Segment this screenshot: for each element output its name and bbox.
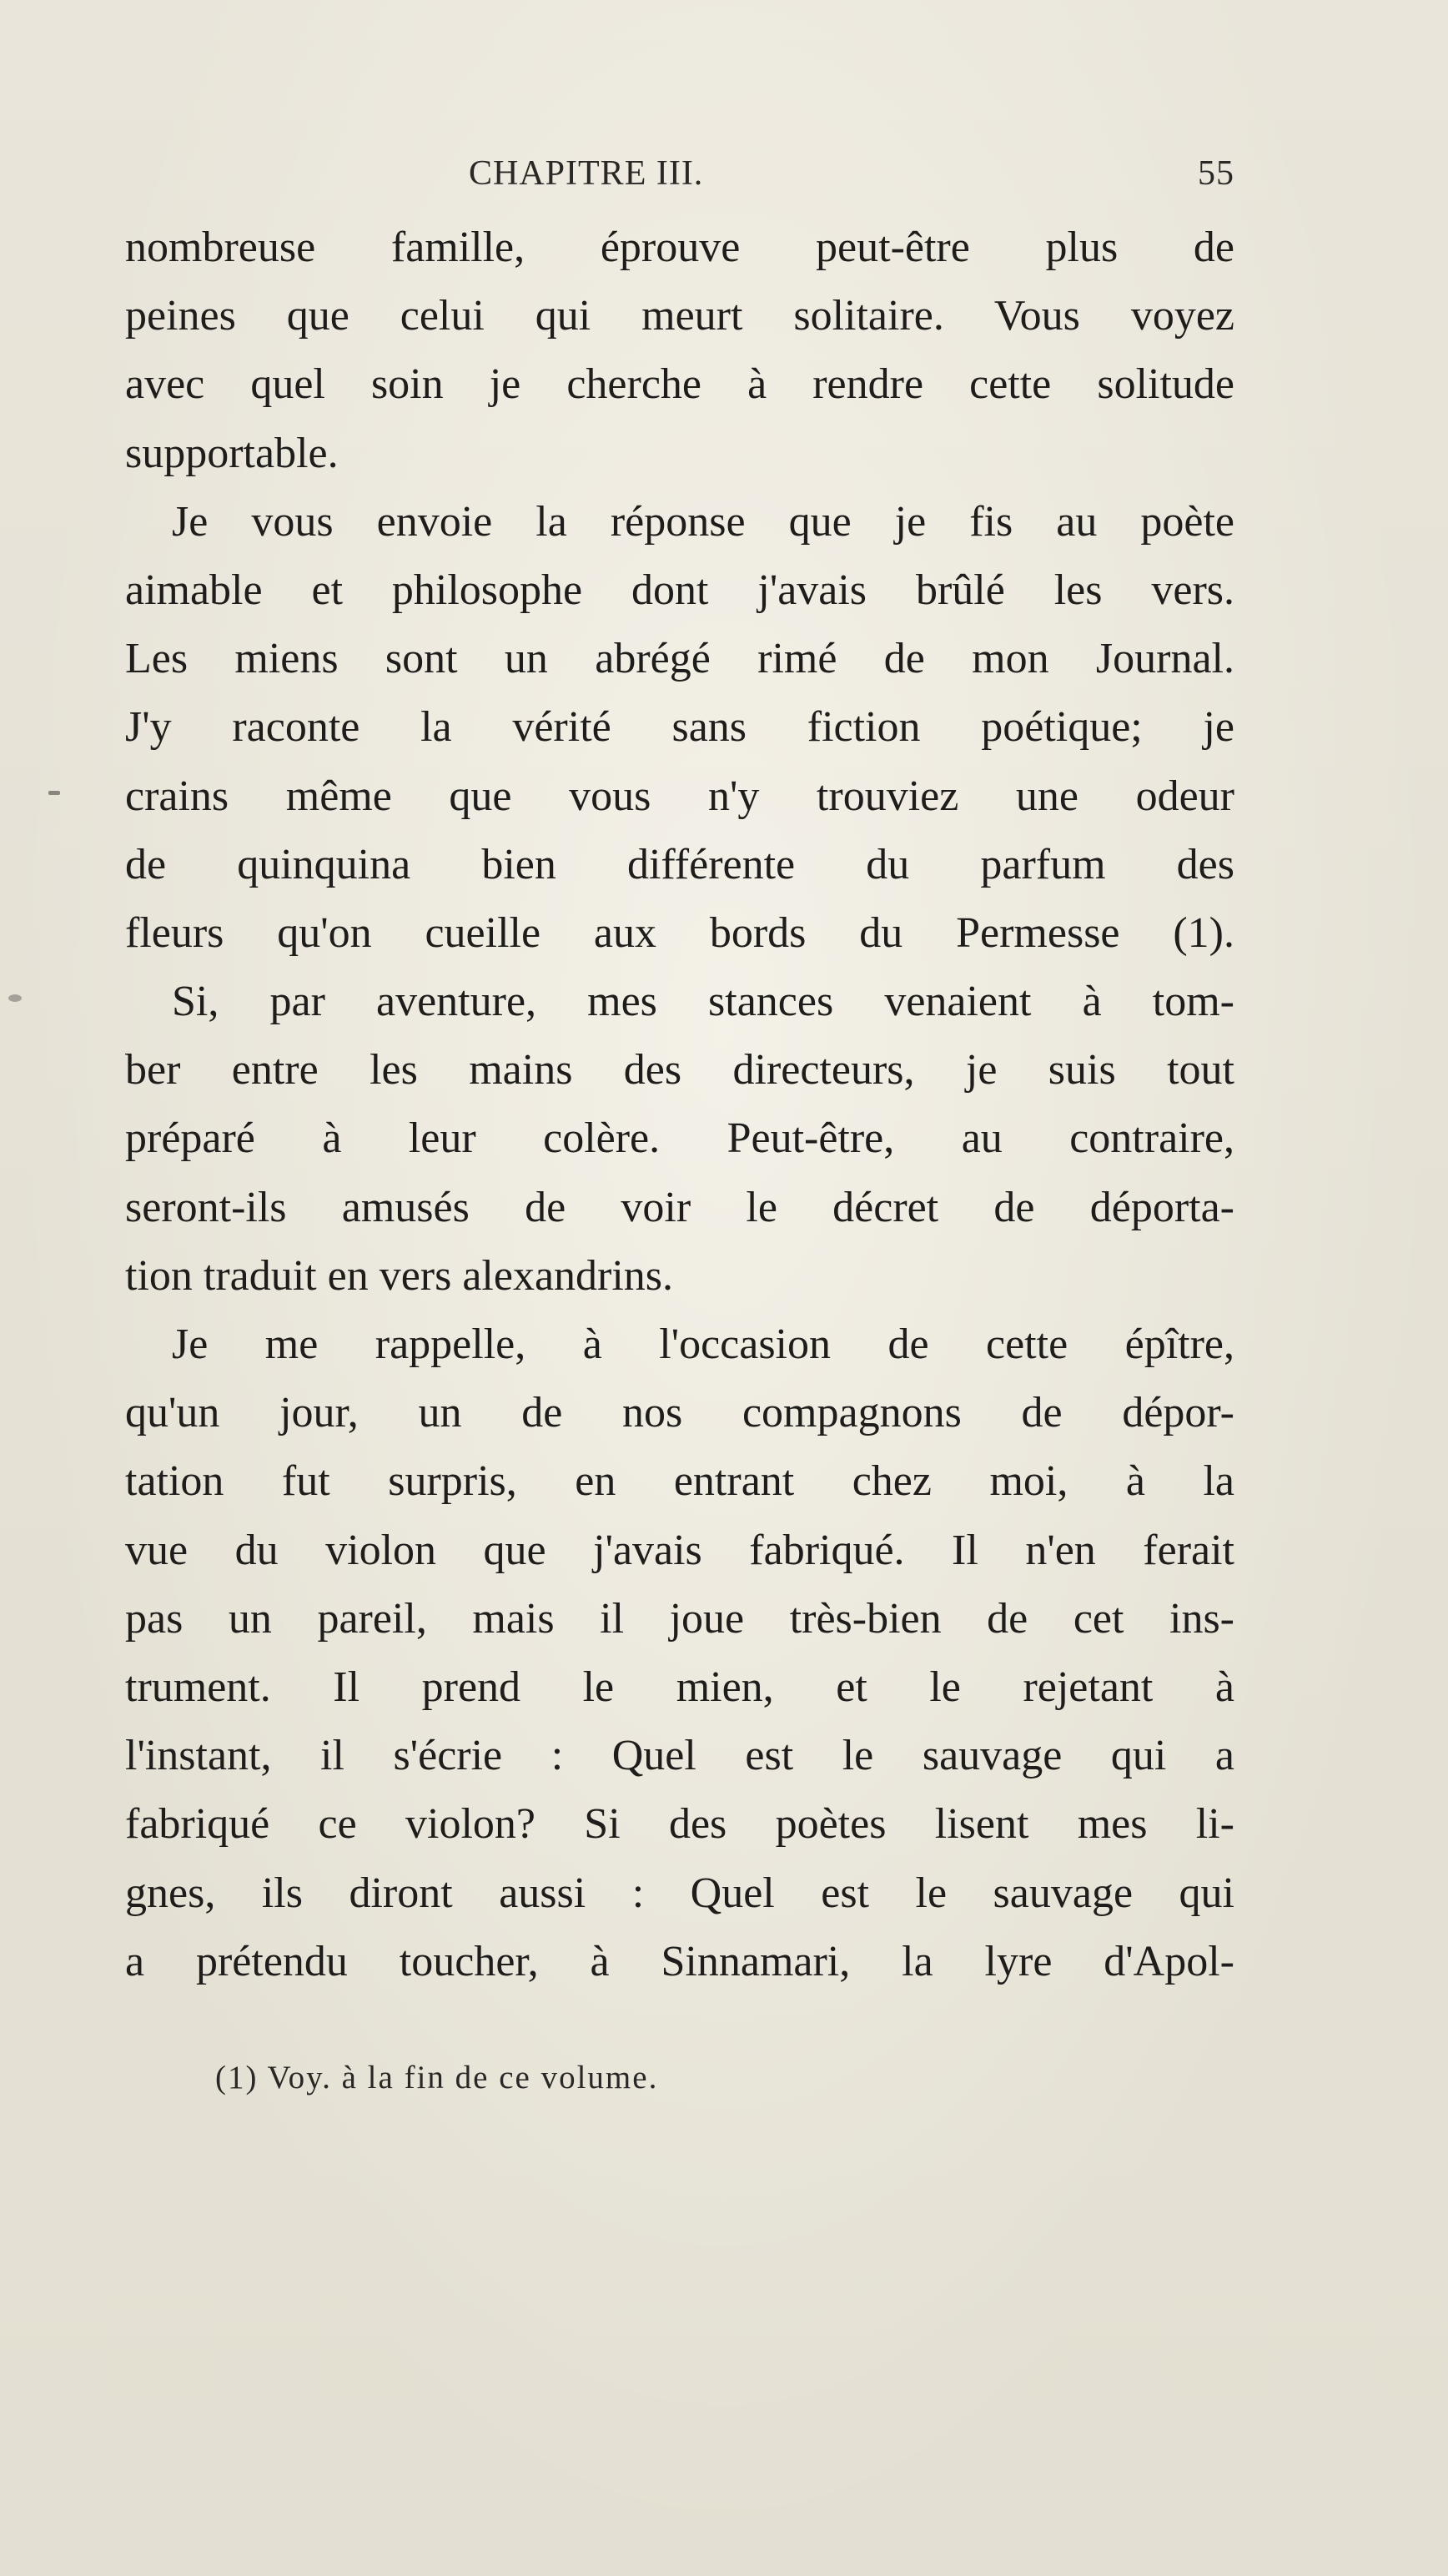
footnote: (1) Voy. à la fin de ce volume. — [215, 2060, 659, 2096]
margin-mark-upper — [48, 791, 60, 795]
text-line: peines que celui qui meurt solitaire. Vous voyez — [125, 292, 1234, 340]
text-line: supportable. — [125, 429, 339, 477]
text-line: avec quel soin je cherche à rendre cette solitude — [125, 360, 1234, 409]
text-line: J'y raconte la vérité sans fiction poétique; je — [125, 703, 1234, 752]
text-line: de quinquina bien différente du parfum des — [125, 840, 1234, 888]
running-head: CHAPITRE III. — [469, 154, 704, 193]
text-line: fleurs qu'on cueille aux bords du Permesse (1). — [125, 908, 1234, 957]
text-line: préparé à leur colère. Peut-être, au contraire, — [125, 1114, 1234, 1163]
text-line: gnes, ils diront aussi : Quel est le sauvage qui — [125, 1869, 1234, 1917]
text-line: fabriqué ce violon? Si des poètes lisent mes li- — [125, 1800, 1234, 1849]
text-line: seront-ils amusés de voir le décret de déporta- — [125, 1183, 1234, 1231]
text-line: tion traduit en vers alexandrins. — [125, 1251, 674, 1300]
text-line: Si, par aventure, mes stances venaient à tom- — [172, 978, 1234, 1026]
text-line: Je me rappelle, à l'occasion de cette épître, — [172, 1321, 1234, 1368]
text-line: aimable et philosophe dont j'avais brûlé les vers. — [125, 566, 1234, 614]
text-line: a prétendu toucher, à Sinnamari, la lyre d'Apol- — [125, 1937, 1234, 1985]
text-line: crains même que vous n'y trouviez une odeur — [125, 772, 1234, 820]
page-header — [125, 143, 1234, 210]
text-line: Je vous envoie la réponse que je fis au poète — [172, 497, 1234, 546]
text-line: ber entre les mains des directeurs, je suis tout — [125, 1046, 1234, 1094]
margin-mark-lower — [8, 994, 22, 1002]
text-line: nombreuse famille, éprouve peut-être plus de — [125, 224, 1234, 271]
page-number: 55 — [1198, 154, 1234, 193]
text-line: l'instant, il s'écrie : Quel est le sauvage qui a — [125, 1732, 1234, 1780]
text-line: tation fut surpris, en entrant chez moi, à la — [125, 1457, 1234, 1506]
text-line: Les miens sont un abrégé rimé de mon Journal. — [125, 635, 1234, 683]
text-line: pas un pareil, mais il joue très-bien de cet ins- — [125, 1594, 1234, 1643]
text-line: trument. Il prend le mien, et le rejetant à — [125, 1663, 1234, 1711]
text-line: qu'un jour, un de nos compagnons de dépor- — [125, 1389, 1234, 1437]
text-line: vue du violon que j'avais fabriqué. Il n'en ferait — [125, 1526, 1234, 1574]
body-text — [125, 214, 1234, 1996]
